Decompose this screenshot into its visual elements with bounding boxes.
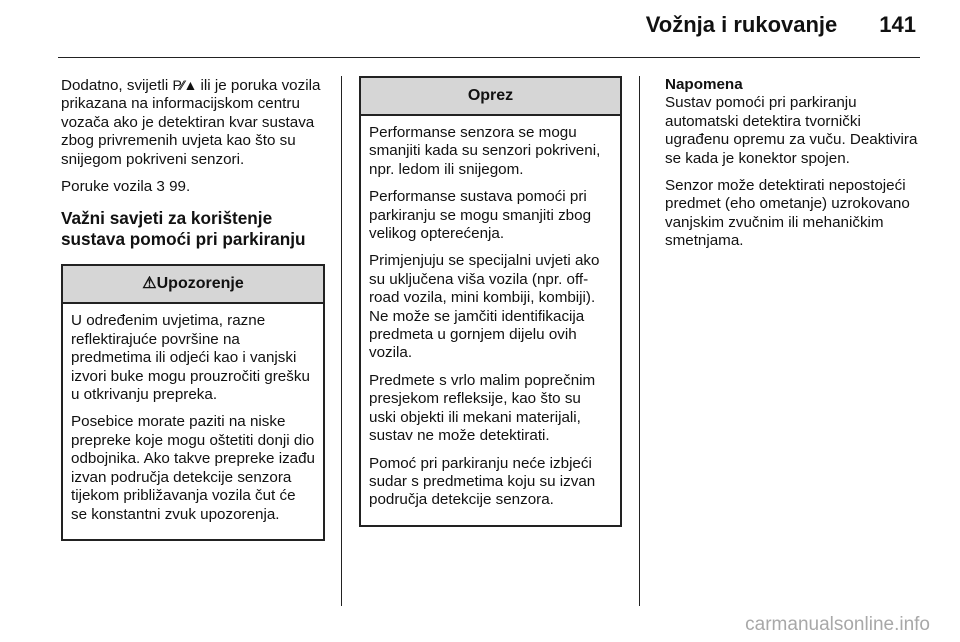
note-paragraph: Senzor može detektirati nepostojeći predmet (eho ometanje) uzrokovano vanjskim zvučnim ili mehaničkim smetnjama. — [665, 177, 910, 250]
note-title: Napomena — [665, 76, 743, 93]
column-divider-left — [341, 76, 342, 606]
column-2 — [359, 76, 622, 527]
warning-paragraph: U određenim uvjetima, razne reflektirajuće površine na predmetima ili odjeći kao i vanjski izvori buke mogu prouzročiti grešku u otkrivanju prepreka. — [71, 312, 310, 404]
section-title: Vožnja i rukovanje — [645, 12, 838, 37]
caution-box — [359, 76, 622, 527]
warning-box-body — [63, 304, 323, 538]
warning-triangle-icon: ⚠ — [142, 275, 157, 293]
warning-box-header — [63, 266, 323, 304]
intro-paragraph: Dodatno, svijetli P⁄⁄▲ ili je poruka vozila prikazana na informacijskom centru vozača ako je detektiran kvar sustava zbog privremenih uvjeta kao što su snijegom pokriveni senzori. — [61, 77, 321, 168]
caution-paragraph: Primjenjuju se specijalni uvjeti ako su uključena viša vozila (npr. off-road vozila, mini kombiji, kombiji). Ne može se jamčiti identifikacija predmeta u gornjem dijelu ovih vozila. — [369, 252, 600, 362]
caution-paragraph: Predmete s vrlo malim poprečnim presjekom refleksije, kao što su uski objekti ili mekani materijali, sustav ne može detektirati. — [369, 371, 596, 445]
caution-paragraph: Performanse senzora se mogu smanjiti kada su senzori pokriveni, npr. ledom ili snijegom. — [369, 124, 601, 178]
column-1 — [61, 76, 325, 541]
parking-assist-warning-icon: P⁄⁄▲ — [172, 77, 197, 93]
note-paragraph: Sustav pomoći pri parkiranju automatski detektira tvornički ugrađenu opremu za vuču. Deaktivira se kada je konektor spojen. — [665, 94, 918, 167]
column-divider-right — [639, 76, 640, 606]
page-reference-arrow-icon: 3 — [156, 178, 165, 196]
messages-reference: Poruke vozila 3 99. — [61, 178, 191, 196]
page-number: 141 — [879, 12, 916, 37]
section-heading: Važni savjeti za korištenje sustava pomoći pri parkiranju — [61, 208, 306, 250]
warning-box — [61, 264, 325, 540]
page-header — [646, 12, 916, 38]
warning-title: Upozorenje — [156, 275, 244, 293]
header-rule — [58, 57, 920, 58]
caution-box-body — [361, 116, 620, 525]
caution-paragraph: Pomoć pri parkiranju neće izbjeći sudar s predmetima koju su izvan područja detekcije senzora. — [369, 454, 596, 509]
caution-box-header: Oprez — [361, 78, 620, 116]
watermark: carmanualsonline.info — [745, 614, 930, 635]
warning-paragraph: Posebice morate paziti na niske prepreke koje mogu oštetiti donji dio odbojnika. Ako takve prepreke izađu izvan područja detekcije senzora tijekom približavanja vozila čut će se konstantni zvuk upozorenja. — [71, 413, 316, 523]
caution-paragraph: Performanse sustava pomoći pri parkiranju se mogu smanjiti zbog velikog opterećenja. — [369, 188, 592, 243]
column-3 — [665, 76, 927, 260]
